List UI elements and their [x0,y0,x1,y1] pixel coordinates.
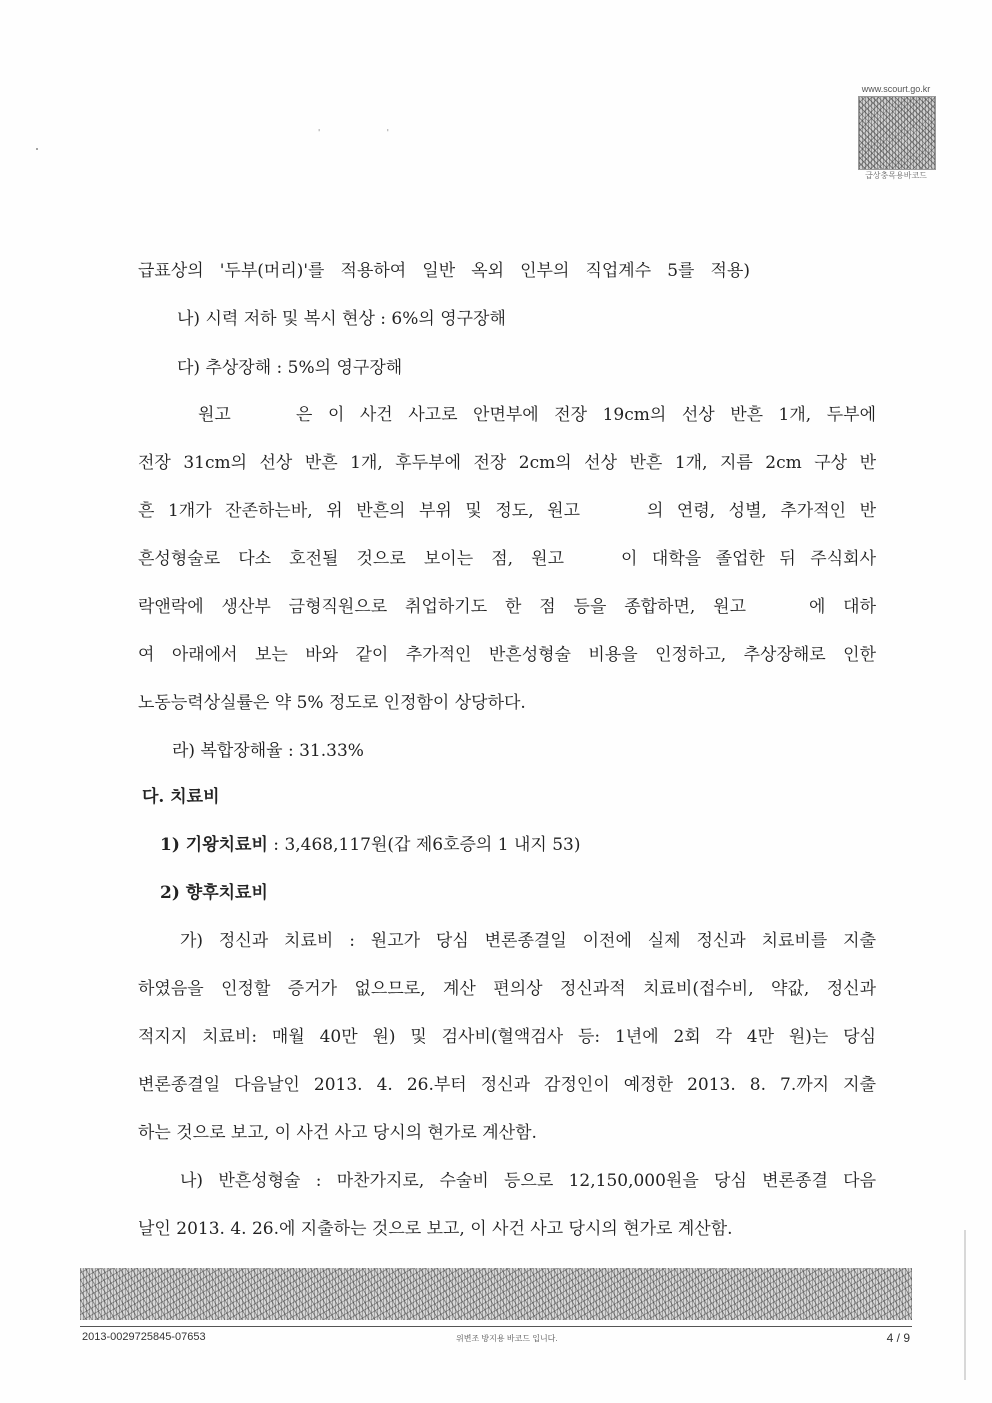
body-line: 나) 반흔성형술 : 마찬가지로, 수술비 등으로 12,150,000원을 당심 변론종결 다음 [180,1171,876,1191]
body-line: 하는 것으로 보고, 이 사건 사고 당시의 현가로 계산함. [138,1123,537,1143]
list-item-future-treatment: 2) 향후치료비 [160,883,268,903]
barcode-notice: 위변조 방지용 바코드 입니다. [456,1334,558,1343]
body-line: 이 대학을 졸업한 뒤 주식회사 [621,549,876,569]
section-title: 다. 치료비 [142,787,220,807]
body-line: 전장 31cm의 선상 반흔 1개, 후두부에 전장 2cm의 선상 반흔 1개, 지름 2cm 구상 반 [138,453,876,473]
body-line: 노동능력상실률은 약 5% 정도로 인정함이 상당하다. [138,693,526,713]
body-line: 날인 2013. 4. 26.에 지출하는 것으로 보고, 이 사건 사고 당시의 현가로 계산함. [138,1219,733,1239]
list-item-appearance: 다) 추상장해 : 5%의 영구장해 [177,358,403,378]
body-line: 하였음을 인정할 증거가 없으므로, 계산 편의상 정신과적 치료비(접수비, 약값, 정신과 [138,979,876,999]
page-number: 4 / 9 [886,1331,910,1345]
list-item-label: 1) 기왕치료비 [160,835,268,855]
body-line: 여 아래에서 보는 바와 같이 추가적인 반흔성형술 비용을 인정하고, 추상장해로 인한 [138,645,876,665]
body-line: 변론종결일 다음날인 2013. 4. 26.부터 정신과 감정인이 예정한 2013. 8. 7.까지 지출 [138,1075,876,1095]
body-line: 가) 정신과 치료비 : 원고가 당심 변론종결일 이전에 실제 정신과 치료비를 지출 [180,931,876,951]
footer-divider [80,1326,912,1327]
body-line: 흔 1개가 잔존하는바, 위 반흔의 부위 및 정도, 원고 [138,501,580,521]
qr-url: www.scourt.go.kr [861,84,931,94]
body-line: 적지지 치료비: 매월 40만 원) 및 검사비(혈액검사 등: 1년에 2회 각 4만 원)는 당심 [138,1027,876,1047]
list-item-vision: 나) 시력 저하 및 복시 현상 : 6%의 영구장해 [177,309,506,329]
body-line: 은 이 사건 사고로 안면부에 전장 19cm의 선상 반흔 1개, 두부에 [296,405,876,425]
list-item-text: : 3,468,117원(갑 제6호증의 1 내지 53) [267,835,581,855]
qr-code-icon [858,96,936,170]
body-line: 흔성형술로 다소 호전될 것으로 보이는 점, 원고 [138,549,564,569]
list-item-combined-rate: 라) 복합장해율 : 31.33% [172,741,364,761]
scan-specks: ' ' [318,128,421,137]
anti-forgery-barcode-icon [80,1268,912,1320]
qr-code-block [856,84,936,180]
body-line: 의 연령, 성별, 추가적인 반 [647,501,876,521]
body-line: 급표상의 '두부(머리)'를 적용하여 일반 옥외 인부의 직업계수 5를 적용) [138,261,750,281]
body-line-plaintiff: 원고 [198,405,231,425]
document-number: 2013-0029725845-07653 [82,1331,206,1343]
qr-caption: 급상충목용바코드 [865,171,927,180]
list-item-past-treatment [160,833,580,857]
scan-speck [36,148,38,150]
scan-edge-shadow [964,1230,966,1380]
body-line: 에 대하 [809,597,876,617]
body-line: 락앤락에 생산부 금형직원으로 취업하기도 한 점 등을 종합하면, 원고 [138,597,746,617]
